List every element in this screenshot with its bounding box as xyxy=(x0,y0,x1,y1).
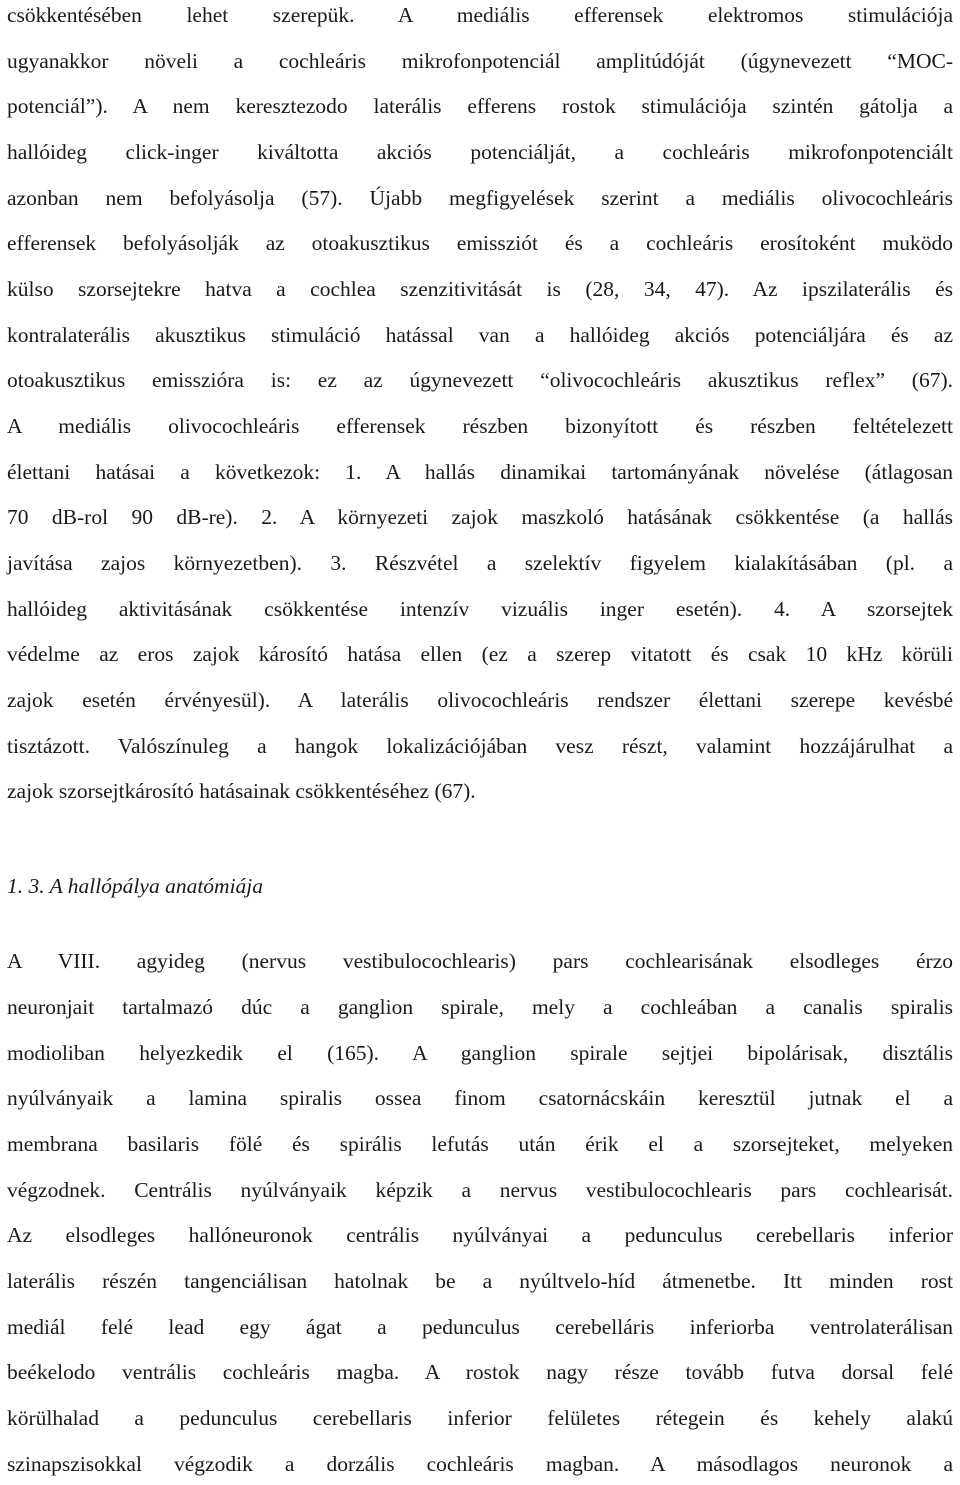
text-line: javítása zajos környezetben). 3. Részvétel a szelektív figyelem kialakításában (pl. a xyxy=(7,551,953,575)
text-line: tisztázott. Valószínuleg a hangok lokalizációjában vesz részt, valamint hozzájárulhat a xyxy=(7,734,953,758)
text-line: potenciál”). A nem keresztezodo laterális efferens rostok stimulációja szintén gátolja a xyxy=(7,94,953,118)
text-line: modioliban helyezkedik el (165). A ganglion spirale sejtjei bipolárisak, disztális xyxy=(7,1041,953,1065)
text-line: efferensek befolyásolják az otoakusztikus emissziót és a cochleáris erosítoként muködo xyxy=(7,231,953,255)
text-line: végzodnek. Centrális nyúlványaik képzik a nervus vestibulocochlearis pars cochlearisát. xyxy=(7,1178,953,1202)
text-line: zajok esetén érvényesül). A laterális olivocochleáris rendszer élettani szerepe kevésbé xyxy=(7,688,953,712)
text-line: A VIII. agyideg (nervus vestibulocochlearis) pars cochlearisának elsodleges érzo xyxy=(7,949,953,973)
text-line: hallóideg click-inger kiváltotta akciós potenciálját, a cochleáris mikrofonpotenciált xyxy=(7,140,953,164)
text-line: neuronjait tartalmazó dúc a ganglion spirale, mely a cochleában a canalis spiralis xyxy=(7,995,953,1019)
text-line: 70 dB-rol 90 dB-re). 2. A környezeti zajok maszkoló hatásának csökkentése (a hallás xyxy=(7,505,953,529)
text-line: Az elsodleges hallóneuronok centrális nyúlványai a pedunculus cerebellaris inferior xyxy=(7,1223,953,1247)
text-line: csökkentésében lehet szerepük. A mediális efferensek elektromos stimulációja xyxy=(7,3,953,27)
text-line: otoakusztikus emisszióra is: ez az úgynevezett “olivocochleáris akusztikus reflex” (67). xyxy=(7,368,953,392)
text-line: ugyanakkor növeli a cochleáris mikrofonpotenciál amplitúdóját (úgynevezett “MOC- xyxy=(7,49,953,73)
text-line: nyúlványaik a lamina spiralis ossea finom csatornácskáin keresztül jutnak el a xyxy=(7,1086,953,1110)
text-line: körülhalad a pedunculus cerebellaris inferior felületes rétegein és kehely alakú xyxy=(7,1406,953,1430)
text-line: laterális részén tangenciálisan hatolnak be a nyúltvelo-híd átmenetbe. Itt minden rost xyxy=(7,1269,953,1293)
text-line: hallóideg aktivitásának csökkentése intenzív vizuális inger esetén). 4. A szorsejtek xyxy=(7,597,953,621)
text-line: kontralaterális akusztikus stimuláció hatással van a hallóideg akciós potenciáljára és az xyxy=(7,323,953,347)
text-line: védelme az eros zajok károsító hatása ellen (ez a szerep vitatott és csak 10 kHz körüli xyxy=(7,642,953,666)
text-line: zajok szorsejtkárosító hatásainak csökkentéséhez (67). xyxy=(7,779,476,803)
text-line: szinapszisokkal végzodik a dorzális cochleáris magban. A másodlagos neuronok a xyxy=(7,1452,953,1476)
text-line: külso szorsejtekre hatva a cochlea szenzitivitását is (28, 34, 47). Az ipszilaterális és xyxy=(7,277,953,301)
text-line: mediál felé lead egy ágat a pedunculus cerebelláris inferiorba ventrolaterálisan xyxy=(7,1315,953,1339)
text-line: A mediális olivocochleáris efferensek részben bizonyított és részben feltételezett xyxy=(7,414,953,438)
section-heading: 1. 3. A hallópálya anatómiája xyxy=(7,874,264,898)
text-line: élettani hatásai a következok: 1. A hallás dinamikai tartományának növelése (átlagosan xyxy=(7,460,953,484)
text-line: beékelodo ventrális cochleáris magba. A rostok nagy része tovább futva dorsal felé xyxy=(7,1360,953,1384)
text-line: membrana basilaris fölé és spirális lefutás után érik el a szorsejteket, melyeken xyxy=(7,1132,953,1156)
text-line: azonban nem befolyásolja (57). Újabb megfigyelések szerint a mediális olivocochleáris xyxy=(7,186,953,210)
